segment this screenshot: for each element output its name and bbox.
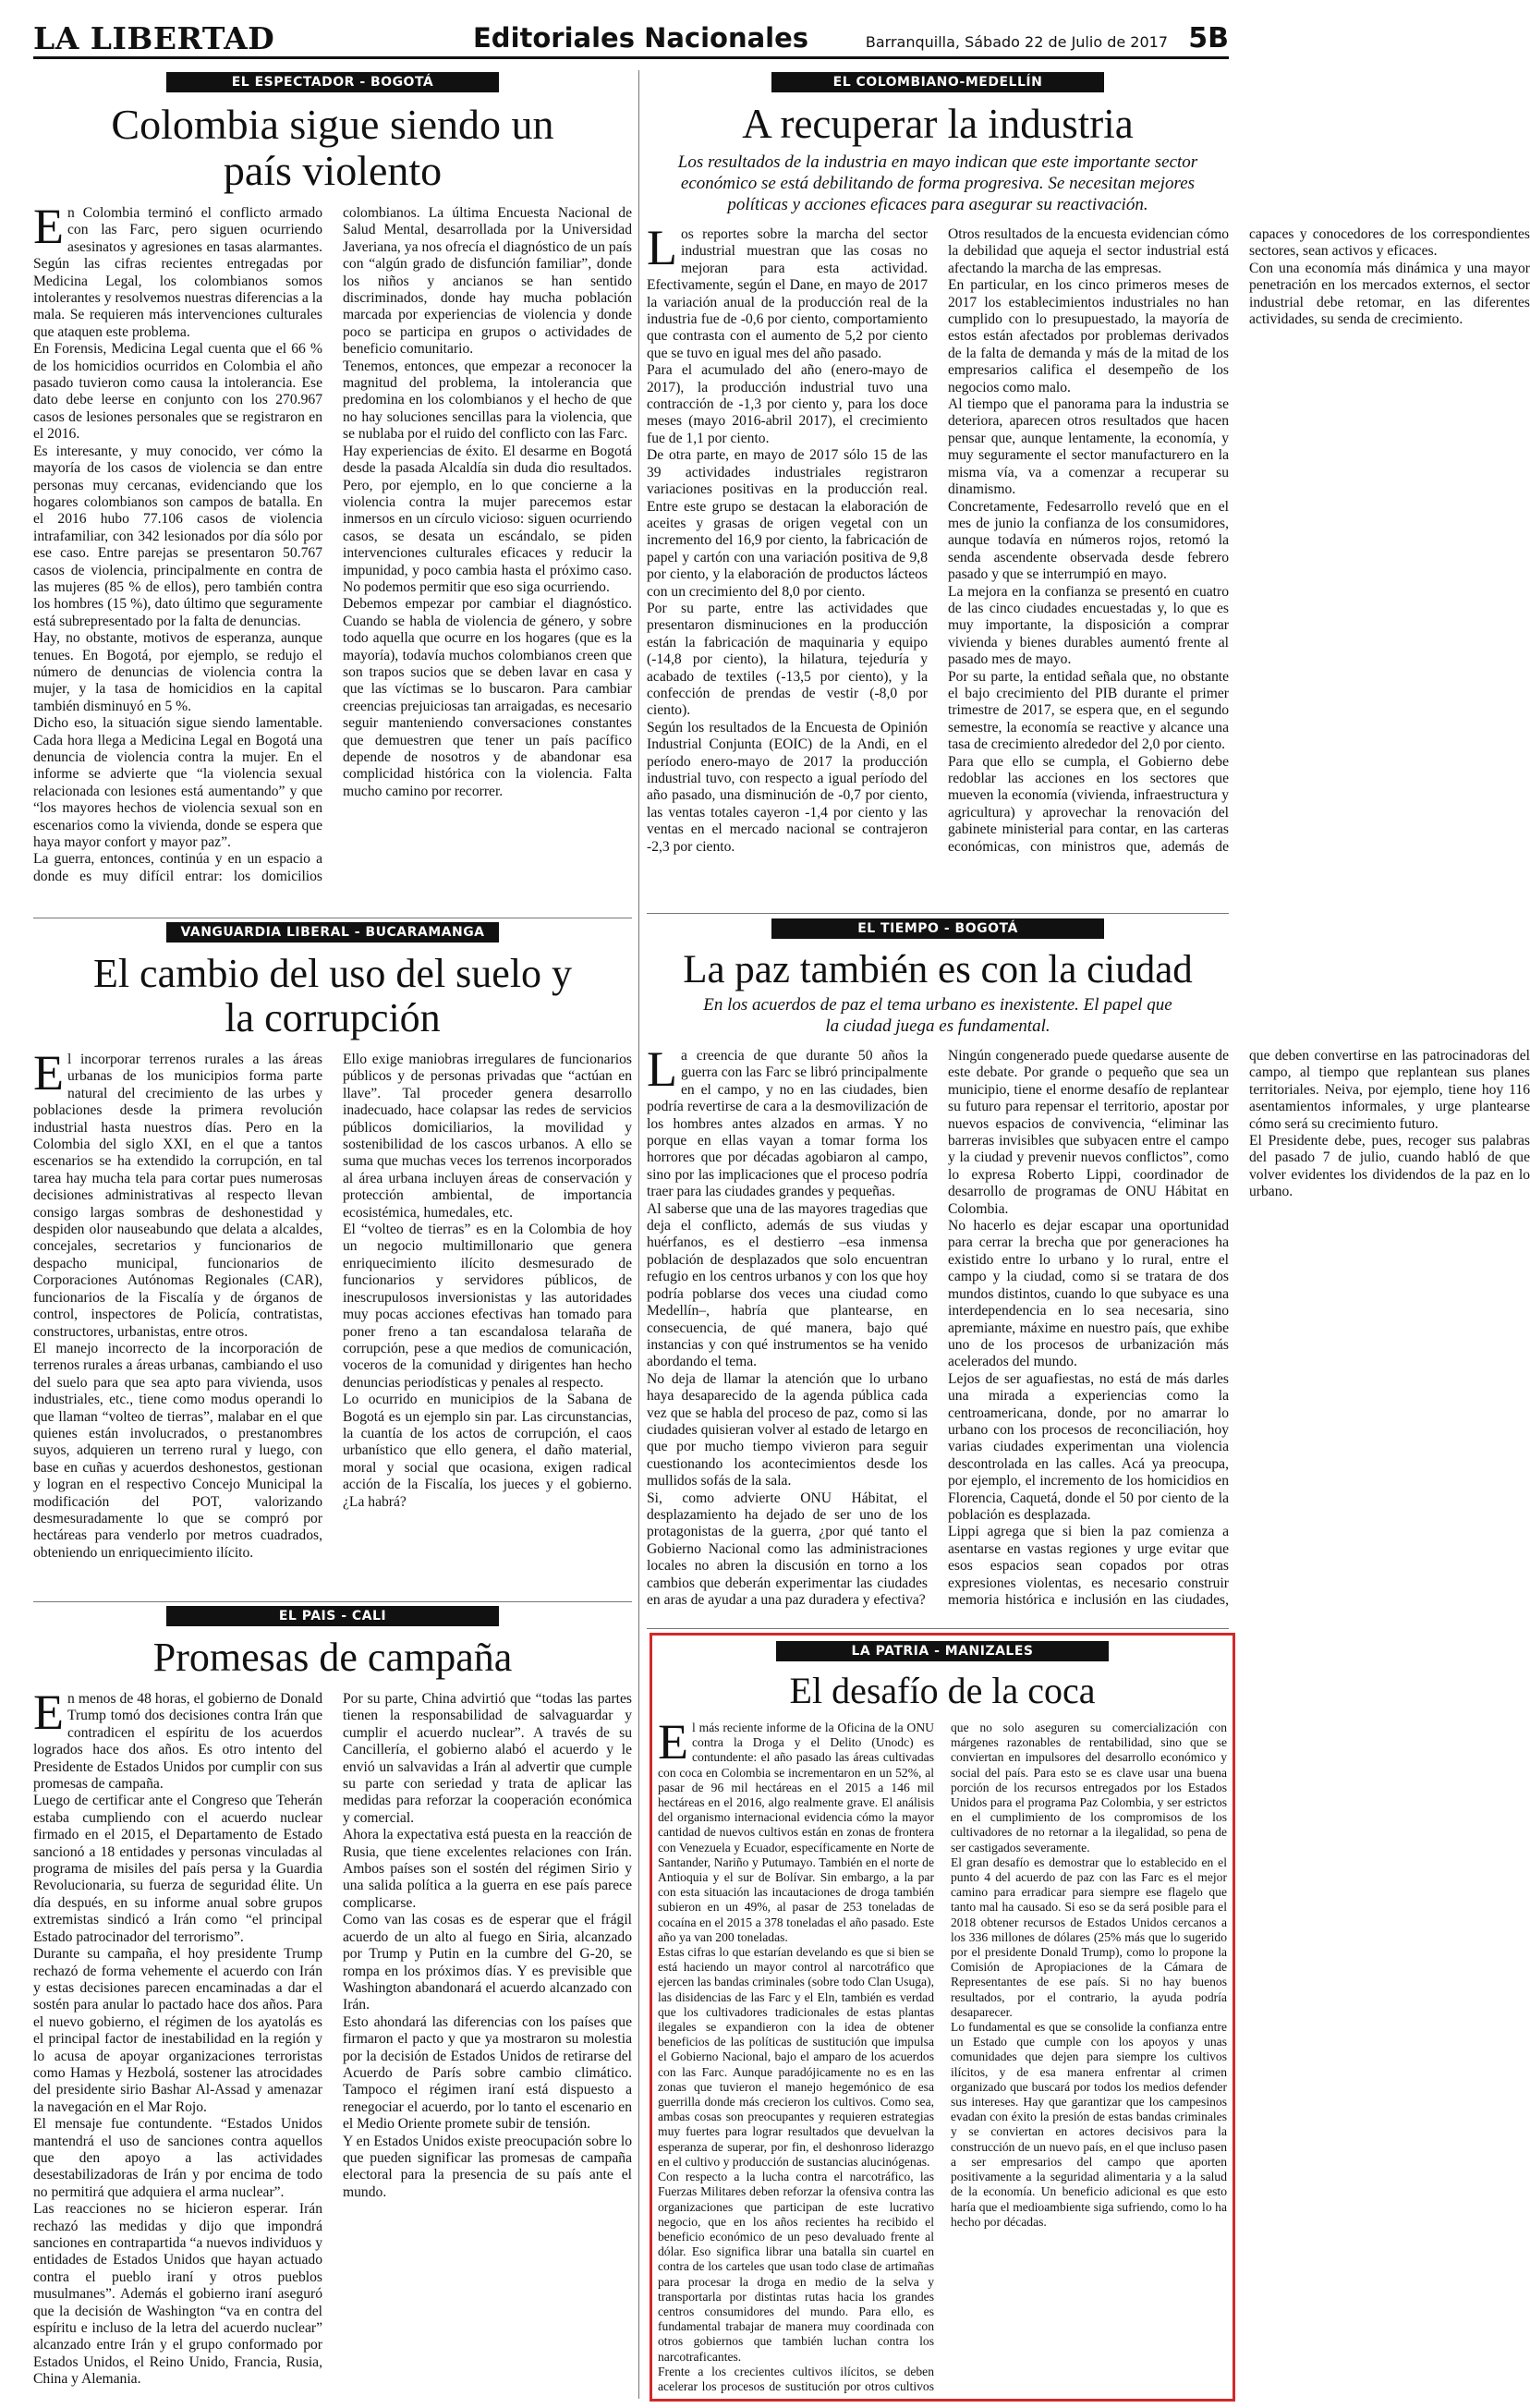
- article-paragraph: Según los resultados de la Encuesta de Opinión Industrial Conjunta (EOIC) de la Andi, en el período enero-mayo de 2017 la producción industrial tuvo, con respecto a igual período del año pasado, una disminución de -0,7 por ciento, las ventas totales cayeron -1,4 por ciento y las ventas en el mercado nacional se contrajeron -2,3 por ciento.: [647, 719, 928, 855]
- article-paragraph: El más reciente informe de la Oficina de la ONU contra la Droga y el Delito (Unodc) es contundente: el año pasado las áreas cultivadas con coca en Colombia se incrementaron en un 52%, al pasar de 96 mil hectáreas en el 2015 a 146 mil hectáreas en el 2016, algo realmente grave. El análisis del organismo internacional evidencia cómo la mayor cantidad de nuevos cultivos están en zonas de frontera con Venezuela y Ecuador, específicamente en Norte de Santander, Nariño y Putumayo. También en el norte de Antioquia y el sur de Bolívar. Sin embargo, a la par con esta situación las incautaciones de droga también subieron en un 49%, al pasar de 253 toneladas de cocaína en el 2015 a 378 toneladas el año pasado. Este año ya van 200 toneladas.: [658, 1714, 934, 1944]
- article-paragraph: Durante su campaña, el hoy presidente Trump rechazó de forma vehemente el acuerdo con Irán y estas decisiones parecen encaminadas a dar el sostén para anular lo pactado hace dos años. Para el nuevo gobierno, el régimen de los ayatolás es el principal factor de inestabilidad en la región y lo acusa de apoyar organizaciones terroristas como Hamas y Hezbolá, sostener las atrocidades del presidente sirio Bashar Al-Assad y amenazar la navegación en el Mar Rojo.: [33, 1946, 322, 2115]
- article-headline: Promesas de campaña: [152, 1635, 513, 1680]
- article-paragraph: El manejo incorrecto de la incorporación de terrenos rurales a áreas urbanas, cambiando el uso del suelo para que sea apto para vivienda, usos industriales, etc., tiene como modus operandi lo que llaman “volteo de tierras”, malabar en el que quienes están involucrados, o prestanombres suyos, adquieren un terreno rural y luego, con base en cuñas y acuerdos deshonestos, gestionan y logran en el respectivo Concejo Municipal la modificación del POT, valorizando desmesuradamente lo que se compró por hectáreas para venderlo por metros cuadrados, obteniendo un enriquecimiento ilícito.: [33, 1340, 322, 1561]
- article-paragraph: Lo fundamental es que se consolide la confianza entre un Estado que cumple con los apoyos y unas comunidades que dejen para siempre los cultivos ilícitos, y de esa manera enfrentar al crimen organizado que buscará por todos los medios defender sus intereses. Hay que garantizar que los campesinos evadan con éxito la presión de estas bandas criminales y se conviertan en actores decisivos para la construcción de un nuevo país, en el que incluso pasen a ser empresarios del campo que aporten positivamente a la seguridad alimentaria y a la salud de la economía. Un beneficio adicional es que esto haría que el medioambiente siga sufriendo, como lo ha hecho por décadas.: [951, 2020, 1227, 2229]
- article-paragraph: Tenemos, entonces, que empezar a reconocer la magnitud del problema, la intolerancia que predomina en los colombianos y el hecho de que no hay soluciones sencillas para la violencia, que se nublaba por el ruido del conflicto con las Farc.: [343, 358, 632, 443]
- article-tiempo: [647, 918, 1530, 1624]
- article-paragraph: Hay experiencias de éxito. El desarme en Bogotá desde la pasada Alcaldía sin duda dio resultados. Pero, por ejemplo, en lo que concierne a la violencia contra la mujer parecemos estar inmersos en un círculo vicioso: siguen ocurriendo casos, se desata un escándalo, se piden intervenciones culturales eficaces y reducir la impunidad, y poco cambia hasta el próximo caso. No podemos permitir que eso siga ocurriendo.: [343, 443, 632, 595]
- article-body: [647, 1041, 1530, 1621]
- article-paragraph: De otra parte, en mayo de 2017 sólo 15 de las 39 actividades industriales registraron variaciones positivas en la producción real. Entre este grupo se destacan la elaboración de aceites y grasas de origen vegetal con un incremento del 16,9 por ciento, la fabricación de papel y cartón con una variación positiva de 9,8 por ciento, y la elaboración de productos lácteos con un crecimiento del 8,0 por ciento.: [647, 447, 928, 600]
- article-paragraph: No hacerlo es dejar escapar una oportunidad para cerrar la brecha que por generaciones ha existido entre lo urbano y lo rural, entre el campo y la ciudad, como si se tratara de dos mundos distintos, cuando lo que subyace es una interdependencia en lo sea necesaria, sino apremiante, máxime en nuestro país, que exhibe uno de los procesos de urbanización más acelerados del mundo.: [948, 1218, 1229, 1370]
- article-paragraph: Lo ocurrido en municipios de la Sabana de Bogotá es un ejemplo sin par. Las circunstancias, la cuantía de los actos de corrupción, el caos urbanístico que ello genera, el daño material, moral y social que ocasiona, exigen radical acción de la Fiscalía, los jueces y el gobierno. ¿La habrá?: [343, 1392, 632, 1510]
- article-pais: [33, 1606, 632, 2401]
- article-source-tag: EL TIEMPO - BOGOTÁ: [771, 918, 1104, 939]
- article-paragraph: Concretamente, Fedesarrollo reveló que en el mes de junio la confianza de los consumidores, aunque todavía en números rojos, retomó la senda ascendente observada desde febrero pasado y que se interrumpió en mayo.: [948, 498, 1229, 583]
- masthead: [33, 17, 1229, 59]
- article-source-tag: EL ESPECTADOR - BOGOTÁ: [166, 72, 499, 92]
- article-paragraph: La creencia de que durante 50 años la guerra con las Farc se libró principalmente en el campo, y no en las ciudades, bien podría revertirse de cara a la desmovilización de los hombres antes alzados en armas. Y no porque en ellas vayan a tomar forma los horrores que por décadas agobiaron al campo, sino por las implicaciones que el proceso podría traer para las ciudades grandes y pequeñas.: [647, 1041, 928, 1200]
- article-paragraph: Es interesante, y muy conocido, ver cómo la mayoría de los casos de violencia se dan entre personas muy cercanas, evidenciando que los hogares colombianos son campos de batalla. En el 2016 hubo 77.106 casos de violencia intrafamiliar, con 342 lesionados por día sólo por ese caso. Entre parejas se presentaron 50.767 casos de violencia, principalmente en contra de las mujeres (85 % de ellos), pero también contra los hombres (15 %), dato último que seguramente está subrepresentado por la falta de denuncias.: [33, 443, 322, 629]
- article-paragraph: En Colombia terminó el conflicto armado con las Farc, pero siguen ocurriendo asesinatos y agresiones en tasas alarmantes. Según las cifras recientes entregadas por Medicina Legal, los colombianos somos intolerantes y resolvemos nuestras diferencias a la mala. Se requieren más intervenciones culturales que ataquen este problema.: [33, 199, 322, 340]
- section-title: Editoriales Nacionales: [473, 22, 809, 54]
- article-subhead: En los acuerdos de paz el tema urbano es inexistente. El papel que la ciudad juega es fundamental.: [703, 995, 1172, 1036]
- article-headline: El cambio del uso del suelo y la corrupción: [92, 951, 573, 1040]
- article-paragraph: Otros resultados de la encuesta evidencian cómo la debilidad que aqueja el sector industrial está afectando la marcha de las empresas.: [948, 226, 1229, 276]
- row-divider-right-1: [647, 913, 1229, 914]
- article-paragraph: Al tiempo que el panorama para la industria se deteriora, aparecen otros resultados que hacen pensar que, aunque lentamente, la economía, y muy seguramente el sector manufacturero en la misma vía, va a comenzar a recuperar su dinamismo.: [948, 396, 1229, 498]
- article-headline: A recuperar la industria: [742, 101, 1134, 147]
- article-paragraph: El Presidente debe, pues, recoger sus palabras del pasado 7 de julio, cuando habló de que volver evidentes los dividendos de la paz en lo urbano.: [1249, 1133, 1530, 1200]
- article-paragraph: Los reportes sobre la marcha del sector industrial muestran que las cosas no mejoran para esta actividad. Efectivamente, según el Dane, en mayo de 2017 la variación anual de la producción real de la industria fue de -0,6 por ciento, comportamiento que contrasta con el aumento de 5,2 por ciento que se tuvo en igual mes del año pasado.: [647, 220, 928, 361]
- article-body: [658, 1714, 1227, 2397]
- article-paragraph: Esto ahondará las diferencias con los países que firmaron el pacto y que ya mostraron su molestia por la decisión de Estados Unidos de retirarse del Acuerdo de París sobre cambio climático. Tampoco el régimen iraní está dispuesto a renegociar el acuerdo, por lo tanto el escenario en el Medio Oriente promete subir de tensión.: [343, 2013, 632, 2133]
- article-paragraph: Al saberse que una de las mayores tragedias que deja el conflicto, además de sus viudas y huérfanos, es el destierro –esa inmensa población de desplazados que solo encuentran refugio en los centros urbanos y con los que hoy podría poblarse dos veces una ciudad como Medellín–, habría que plantearse, en consecuencia, de qué manera, bajo qué instancias y con qué instrumentos se ha venido abordando el tema.: [647, 1200, 928, 1370]
- article-paragraph: Dicho eso, la situación sigue siendo lamentable. Cada hora llega a Medicina Legal en Bogotá una denuncia de violencia contra la mujer. En el informe se advierte que “la violencia sexual relacionada con lesiones está aumentando” y que “los mayores hechos de violencia sexual son en escenarios como la vivienda, donde se espera que haya mayor confort y mayor paz”.: [33, 715, 322, 851]
- article-paragraph: Estas cifras lo que estarían develando es que si bien se está haciendo un mayor control al narcotráfico que ejercen las bandas criminales (sobre todo Clan Usuga), las disidencias de las Farc y el Eln, también es verdad que los cultivadores tradicionales de estas plantas ilegales se expandieron con la idea de obtener beneficios de las políticas de sustitución que impulsa el Gobierno Nacional, bajo el amparo de los acuerdos con las Farc. Aunque paradójicamente no es en las zonas que tuvieron el manejo hegemónico de esa guerrilla donde más crecieron los cultivos. Como sea, ambas cosas son preocupantes y requieren estrategias muy fuertes para lograr resultados que devuelvan la esperanza de superar, por fin, el deshonroso liderazgo en el cultivo y producción de sustancias alucinógenas.: [658, 1945, 934, 2169]
- article-paragraph: Hay, no obstante, motivos de esperanza, aunque tenues. En Bogotá, por ejemplo, se redujo el número de denuncias de violencia contra la mujer, y la tasa de homicidios en la capital también disminuyó en 5 %.: [33, 630, 322, 714]
- article-subhead: Los resultados de la industria en mayo indican que este importante sector económico se está debilitando de forma progresiva. Se necesitan mejores políticas y acciones eficaces para asegurar su reactivación.: [677, 152, 1198, 214]
- article-paragraph: Frente a los crecientes cultivos ilícitos, se deben acelerar los procesos de sustitución por otros cultivos que no solo aseguren su comercialización con márgenes razonables de rentabilidad, sino que se conviertan en impulsores del desarrollo económico y social del país. Para esto se es clave usar una buena porción de los recursos entregados por los Estados Unidos para el programa Paz Colombia, y ser estrictos en el cumplimiento de los compromisos de los cultivadores de no retornar a la ilegalidad, so pena de ser castigados severamente.: [658, 1721, 1227, 2393]
- article-patria: [658, 1641, 1227, 2393]
- article-body: [33, 199, 632, 889]
- article-paragraph: Y en Estados Unidos existe preocupación sobre lo que pueden significar las promesas de campaña electoral para la presencia de su país ante el mundo.: [343, 2133, 632, 2200]
- article-paragraph: Luego de certificar ante el Congreso que Teherán estaba cumpliendo con el acuerdo nuclear firmado en el 2015, el Departamento de Estado sancionó a 18 entidades y personas vinculadas al programa de misiles del país persa y la Guardia Revolucionaria, su fuerza de seguridad élite. Un día después, en su informe anual sobre grupos extremistas sindicó a Irán como “el principal Estado patrocinador del terrorismo”.: [33, 1793, 322, 1945]
- article-source-tag: EL PAIS - CALI: [166, 1606, 499, 1626]
- article-paragraph: Para que ello se cumpla, el Gobierno debe redoblar las acciones en los sectores que mueven la economía (vivienda, infraestructura y agricultura) y aprovechar la renovación del gabinete ministerial para contar, en las carteras económicas, con ministros que, además de capaces y conocedores de los correspondientes sectores, sean activos y eficaces.: [948, 226, 1530, 855]
- article-paragraph: Por su parte, China advirtió que “todas las partes tienen la responsabilidad de salvaguardar y cumplir el acuerdo nuclear”. A través de su Cancillería, el gobierno alabó el acuerdo y le envió un salvavidas a Irán al advertir que cumple su parte con seriedad y trata de aplicar las medidas para reforzar la cooperación económica y comercial.: [343, 1691, 632, 1826]
- article-paragraph: Ahora la expectativa está puesta en la reacción de Rusia, que tiene excelentes relaciones con Irán. Ambos países son el sostén del régimen Sirio y una salida política a la guerra en ese país parece complicarse.: [343, 1827, 632, 1911]
- row-divider-right-2: [647, 1628, 1229, 1629]
- article-paragraph: Ello exige maniobras irregulares de funcionarios públicos y de personas privadas que “actúan en llave”. Tal proceder genera desarrollo inadecuado, hace colapsar las redes de servicios públicos domiciliarios, la movilidad y sostenibilidad de los cascos urbanos. A ello se suma que muchas veces los terrenos incorporados al área urbana incluyen áreas de conservación y protección ambiental, de importancia ecosistémica, humedales, etc.: [343, 1052, 632, 1221]
- article-paragraph: Por su parte, la entidad señala que, no obstante el bajo crecimiento del PIB durante el primer trimestre de 2017, se espera que, en el segundo semestre, la economía se reactive y alcance una tasa de crecimiento alrededor del 2,0 por ciento.: [948, 668, 1229, 753]
- article-paragraph: El gran desafío es demostrar que lo establecido en el punto 4 del acuerdo de paz con las Farc es el mejor camino para erradicar para siempre ese flagelo que tanto mal ha causado. Si eso se da será posible para el 2018 obtener recursos de Estados Unidos cercanos a los 336 millones de dólares (25% más que lo sugerido por el presidente Donald Trump), como lo propone la Comisión de Apropiaciones de la Cámara de Representantes de ese país. Si no hay buenos resultados, por el contrario, la ayuda podría desaparecer.: [951, 1855, 1227, 2019]
- article-paragraph: En menos de 48 horas, el gobierno de Donald Trump tomó dos decisiones contra Irán que contradicen el espíritu de los acuerdos logrados hace dos años. Es otro intento del Presidente de Estados Unidos por cumplir con sus promesas de campaña.: [33, 1684, 322, 1793]
- article-source-tag: LA PATRIA - MANIZALES: [776, 1641, 1109, 1661]
- article-paragraph: La mejora en la confianza se presentó en cuatro de las cinco ciudades encuestadas y, lo que es muy importante, la disposición a comprar vivienda y bienes durables aumentó frente al pasado mes de mayo.: [948, 583, 1229, 668]
- column-divider-top: [638, 70, 639, 2399]
- page-number: 5B: [1188, 22, 1229, 55]
- article-paragraph: Si, como advierte ONU Hábitat, el desplazamiento ha dejado de ser uno de los protagonistas de la guerra, ¿por qué tanto el Gobierno Nacional como las administraciones locales no abren la discusión en torno a los cambios que deberán experimentar las ciudades en aras de ayudar a una paz duradera y efectiva?: [647, 1490, 928, 1608]
- article-vanguardia: [33, 922, 632, 1597]
- article-source-tag: VANGUARDIA LIBERAL - BUCARAMANGA: [166, 922, 499, 943]
- article-body: [647, 220, 1530, 873]
- article-headline: La paz también es con la ciudad: [683, 948, 1193, 991]
- article-paragraph: No deja de llamar la atención que lo urbano haya desaparecido de la agenda pública cada vez que se habla del proceso de paz, como si las ciudades quisieran volver al estado de letargo en que por mucho tiempo vivieron para seguir cuestionando los acontecimientos desde los mullidos sofás de la sala.: [647, 1370, 928, 1490]
- article-paragraph: Con una economía más dinámica y una mayor penetración en los mercados externos, el sector industrial debe retomar, en las diferentes actividades, su senda de crecimiento.: [1249, 260, 1530, 328]
- article-source-tag: EL COLOMBIANO-MEDELLÍN: [771, 72, 1104, 92]
- article-paragraph: Las reacciones no se hicieron esperar. Irán rechazó las medidas y dijo que impondrá sanciones en contrapartida “a nuevos individuos y entidades de Estados Unidos que hayan actuado contra el pueblo iraní y otros pueblos musulmanes”. Además el gobierno iraní aseguró que la decisión de Washington “va en contra del espíritu e incluso de la letra del acuerdo nuclear” alcanzado entre Irán y el grupo conformado por Estados Unidos, el Reino Unido, Francia, Rusia, China y Alemania.: [33, 2201, 322, 2388]
- article-paragraph: Como van las cosas es de esperar que el frágil acuerdo de un alto al fuego en Siria, alcanzado por Trump y Putin en la cumbre del G-20, se rompa en los próximos días. Y es previsible que Washington abandonará el acuerdo alcanzado con Irán.: [343, 1912, 632, 2013]
- article-paragraph: Para el acumulado del año (enero-mayo de 2017), la producción industrial tuvo una contracción de -1,3 por ciento y, para los doce meses (mayo 2016-abril 2017), el crecimiento fue de 1,1 por ciento.: [647, 362, 928, 446]
- article-body: [33, 1045, 632, 1584]
- article-paragraph: En particular, en los cinco primeros meses de 2017 los establecimientos industriales no han cumplido con lo presupuestado, la mayoría de estos están afectados por problemas derivados de la falta de demanda y más de la mitad de los empresarios califica el desempeño de los negocios como malo.: [948, 277, 1229, 395]
- article-headline: El desafío de la coca: [789, 1670, 1096, 1711]
- article-colombiano: [647, 72, 1530, 907]
- article-paragraph: Debemos empezar por cambiar el diagnóstico. Cuando se habla de violencia de género, y sobre todo aquella que ocurre en los hogares (que es la mayoría), todavía muchos colombianos creen que son trapos sucios que se deben lavar en casa y que las víctimas se lo buscaron. Para cambiar creencias prejuiciosas tan arraigadas, es necesario seguir manteniendo conversaciones constantes que demuestren que tener un país pacífico depende de nosotros y de abandonar esa complicidad histórica con la violencia. Falta mucho camino por recorrer.: [343, 596, 632, 799]
- article-paragraph: El mensaje fue contundente. “Estados Unidos mantendrá el uso de sanciones contra aquellos que den apoyo a las actividades desestabilizadoras de Irán y por encima de todo no permitirá que adquiera el arma nuclear”.: [33, 2116, 322, 2200]
- article-paragraph: Lejos de ser aguafiestas, no está de más darles una mirada a experiencias como la centroamericana, donde, por no amarrar lo urbano con los procesos de reconciliación, hoy varias ciudades experimentan una violencia descontrolada en las calles. Acá ya preocupa, por ejemplo, el incremento de los homicidios en Florencia, Caquetá, donde el 50 por ciento de la población es desplazada.: [948, 1370, 1229, 1523]
- article-body: [33, 1684, 632, 2402]
- article-paragraph: Con respecto a la lucha contra el narcotráfico, las Fuerzas Militares deben reforzar la ofensiva contra las organizaciones que participan de este lucrativo negocio, que en los años recientes ha recibido el beneficio económico de un peso devaluado frente al dólar. Eso significa librar una batalla sin cuartel en contra de los carteles que usan todo clase de artimañas para procesar la droga en medio de la selva y transportarla por distintas rutas hacia los grandes centros consumidores del mundo. Para ello, es fundamental trabajar de manera muy coordinada con otros gobiernos que también luchan contra los narcotraficantes.: [658, 2170, 934, 2364]
- row-divider-left-2: [33, 1601, 632, 1602]
- article-paragraph: La guerra, entonces, continúa y en un espacio a donde es muy difícil entrar: los domicilios colombianos. La última Encuesta Nacional de Salud Mental, desarrollada por la Universidad Javeriana, ya nos ofrecía el diagnóstico de un país con “algún grado de disfunción familiar”, donde los niños y ancianos se han sentido discriminados, donde hay mucha población marcada por experiencias de violencia y donde poco se participa en grupos o actividades de beneficio comunitario.: [33, 205, 632, 884]
- article-headline: Colombia sigue siendo un país violento: [111, 101, 554, 194]
- article-paragraph: Lippi agrega que si bien la paz comienza a asentarse en vastas regiones y urge evitar que esos espacios sean copados por otras expresiones violentas, es necesario construir memoria histórica e inclusión en las ciudades, que deben convertirse en las patrocinadoras del campo, al tiempo que replantean sus planes territoriales. Neiva, por ejemplo, tiene hoy 116 asentamientos informales, y urge plantearse cómo será su crecimiento futuro.: [948, 1048, 1530, 1608]
- article-paragraph: El “volteo de tierras” es en la Colombia de hoy un negocio multimillonario que genera enriquecimiento ilícito desmesurado de funcionarios y servidores públicos, de inescrupulosos inversionistas y las autoridades muy pocas acciones efectivas han tomado para poner freno a tan escandalosa telaraña de corrupción, pese a que medios de comunicación, voceros de la comunidad y dirigentes han hecho denuncias periodísticas y penales al respecto.: [343, 1222, 632, 1391]
- article-paragraph: Por su parte, entre las actividades que presentaron disminuciones en la producción están la fabricación de maquinaria y equipo (-14,8 por ciento), la hilatura, tejeduría y acabado de textiles (-13,5 por ciento), y la confección de prendas de vestir (-8,0 por ciento).: [647, 600, 928, 719]
- article-paragraph: Ningún congenerado puede quedarse ausente de este debate. Por grande o pequeño que sea un municipio, tiene el enorme desafío de replantear su futuro para repensar el territorio, apostar por nuevos espacios de convivencia, “eliminar las barreras invisibles que subyacen entre el campo y la ciudad y prevenir nuevos conflictos”, como lo expresa Roberto Lippi, coordinador de desarrollo de programas de ONU Hábitat en Colombia.: [948, 1048, 1229, 1217]
- article-espectador: [33, 72, 632, 911]
- edition-date: Barranquilla, Sábado 22 de Julio de 2017: [865, 33, 1168, 51]
- article-paragraph: El incorporar terrenos rurales a las áreas urbanas de los municipios forma parte natural del crecimiento de las urbes y poblaciones desde la primera revolución industrial hasta nuestros días. Pero en la Colombia del siglo XXI, en el que a tantos escenarios se ha extendido la corrupción, en tal tarea hay mucha tela para cortar pues numerosas decisiones administrativas al respecto llevan consigo largas sombras de deshonestidad y despiden olor nauseabundo que delata a alcaldes, concejales, secretarios y funcionarios de despacho municipal, funcionarios de Corporaciones Autónomas Regionales (CAR), funcionarios de la Fiscalía y de órganos de control, inspectores de Policía, contratistas, constructores, urbanistas, entre otros.: [33, 1045, 322, 1340]
- newspaper-name: LA LIBERTAD: [33, 20, 275, 56]
- article-paragraph: En Forensis, Medicina Legal cuenta que el 66 % de los homicidios ocurridos en Colombia el año pasado tuvieron como causa la intolerancia. Ese dato debe leerse en conjunto con los 270.967 casos de lesiones personales que se registraron en el 2016.: [33, 341, 322, 443]
